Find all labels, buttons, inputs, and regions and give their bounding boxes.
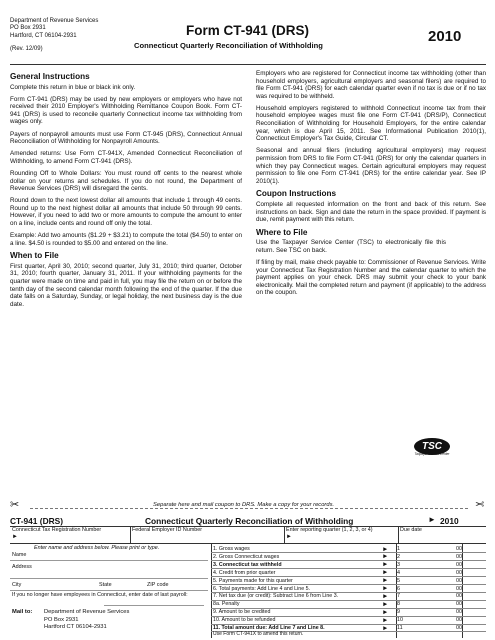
line-number: 5 — [397, 577, 400, 584]
field-separator — [284, 526, 285, 543]
coupon-form-label: CT-941 (DRS) — [10, 516, 64, 526]
agency-address — [10, 18, 98, 53]
arrow-icon: ► — [382, 624, 389, 632]
line-amount-field[interactable]: 00 — [456, 553, 462, 560]
mail-to-line: Hartford CT 06104-2931 — [44, 624, 107, 630]
line-item-label: 1. Gross wages — [213, 546, 250, 552]
line-amount-field[interactable]: 00 — [456, 585, 462, 592]
line-item-label: 5. Payments made for this quarter — [213, 577, 293, 584]
line-item-label: 7. Net tax due (or credit): Subtract Line 6 from Line 3. — [213, 593, 339, 600]
due-date-label: Due date — [400, 527, 422, 533]
tsc-logo-caption: Taxpayer Service Center — [414, 452, 450, 456]
instruction-paragraph: Example: Add two amounts ($1.29 + $3.21) to compute the total ($4.50) to enter on a line. $4.50 is rounded to $5.00 and entered on the line. — [10, 232, 242, 247]
tax-year: 2010 — [428, 28, 462, 45]
line-amount-field[interactable]: 00 — [456, 609, 462, 616]
instruction-paragraph: Form CT-941 (DRS) may be used by new employers or employers who have not received their 2010 Employer's Withholding Remittance Coupon Book. Form CT-941 (DRS) is used to reconcile quarterly Connecticut income tax withholding from wages only. — [10, 95, 242, 126]
fein-label: Federal Employer ID Number — [132, 527, 203, 533]
line-amount-field[interactable]: 00 — [456, 546, 462, 552]
instruction-paragraph: Rounding Off to Whole Dollars: You must round off cents to the nearest whole dollar on your returns and schedules. If you do not round, the Department of Revenue Services (DRS) will disregard the cents. — [10, 169, 242, 193]
agency-line: Department of Revenue Services — [10, 18, 99, 24]
tsc-logo: TSC — [414, 438, 450, 455]
form-subtitle: Connecticut Quarterly Reconciliation of Withholding — [134, 41, 323, 50]
field-underline — [10, 560, 208, 561]
registration-number-field[interactable] — [20, 533, 128, 541]
arrow-icon: ► — [382, 608, 389, 616]
name-label: Name — [12, 552, 27, 558]
registration-number-label: Connecticut Tax Registration Number — [12, 527, 102, 533]
arrow-icon: ► — [382, 545, 389, 553]
coupon-divider — [10, 543, 486, 544]
instruction-paragraph: Round down to the next lowest dollar all amounts that include 1 through 49 cents. Round up to the next highest dollar all amounts that include 50 through 99 cents. However, if you need to add two or more amounts to compute the amount to enter on a line, include cents and round off only the total. — [10, 197, 242, 227]
line-amount-field[interactable]: 00 — [456, 569, 462, 576]
instruction-paragraph: Payers of nonpayroll amounts must use Form CT-945 (DRS), Connecticut Annual Reconciliation of Withholding for Nonpayroll Amounts. — [10, 130, 242, 146]
line-item-label: 9. Amount to be credited — [213, 609, 271, 616]
form-title: Form CT-941 (DRS) — [186, 23, 310, 38]
reporting-quarter-field[interactable] — [294, 533, 396, 541]
reporting-quarter-label: Enter reporting quarter (1, 2, 3, or 4) — [286, 527, 373, 533]
line-amount-field[interactable]: 00 — [456, 617, 462, 624]
line-item-label: 11. Total amount due: Add Line 7 and Line 8. — [213, 625, 325, 631]
instruction-paragraph: Amended returns: Use Form CT-941X, Amended Connecticut Reconciliation of Withholding, to amend Form CT-941 (DRS). — [10, 150, 242, 165]
coupon-year: 2010 — [440, 516, 459, 526]
line-amount-field[interactable]: 00 — [456, 561, 462, 568]
mail-to-address — [44, 609, 129, 632]
scissors-icon: ✂ — [10, 499, 20, 511]
agency-line: PO Box 2931 — [10, 25, 46, 32]
field-separator — [398, 526, 399, 543]
line-item-label: 3. Connecticut tax withheld — [213, 561, 282, 568]
line-number: 10 — [397, 617, 403, 624]
arrow-icon: ► — [382, 561, 389, 569]
line-number: 9 — [397, 609, 400, 616]
where-to-file-heading: Where to File — [256, 227, 308, 237]
agency-line: Hartford, CT 06104-2931 — [10, 32, 77, 39]
line-number: 8 — [397, 601, 400, 608]
no-employees-instruction: If you no longer have employees in Connecticut, enter date of last payroll: — [12, 592, 188, 598]
fein-field[interactable] — [132, 533, 282, 541]
line-number: 6 — [397, 585, 400, 592]
instruction-paragraph: Complete this return in blue or black ink only. — [10, 83, 136, 91]
instruction-paragraph: First quarter, April 30, 2010; second quarter, July 31, 2010; third quarter, October 31, 2010; fourth quarter, January 31, 2011. If your withholding payments for the quarter were made on time and paid in full, you may file the return on or before the tenth day of the second calendar month following the end of the quarter. If the due date falls on a Saturday, Sunday, or legal holiday, the next business day is the due date. — [10, 262, 242, 308]
field-underline — [10, 590, 208, 591]
line-item-label: 4. Credit from prior quarter — [213, 569, 276, 576]
line-number: 2 — [397, 553, 400, 560]
header-divider — [10, 64, 486, 65]
instruction-paragraph: Complete all requested information on the front and back of this return. See instructions on back. Sign and date the return in the space provided. If payment is due, remit payment with this return. — [256, 200, 486, 224]
line-number: 3 — [397, 561, 400, 568]
line-item-label: 8a. Penalty — [213, 601, 240, 608]
scissors-icon: ✂ — [475, 499, 485, 511]
line-amount-field[interactable]: 00 — [456, 601, 462, 608]
amend-note: Use Form CT-941X to amend this return. — [213, 631, 304, 637]
state-label: State — [99, 582, 112, 588]
field-separator — [130, 526, 131, 543]
line-amount-field[interactable]: 00 — [456, 593, 462, 600]
revision-date: (Rev. 12/09) — [10, 45, 43, 52]
city-field[interactable] — [30, 582, 90, 590]
line-item-label: 2. Gross Connecticut wages — [213, 553, 280, 560]
general-instructions-heading: General Instructions — [10, 72, 90, 81]
coupon-instructions-heading: Coupon Instructions — [256, 189, 337, 199]
arrow-icon: ► — [382, 577, 389, 585]
city-label: City — [12, 582, 22, 588]
cut-line — [30, 508, 468, 509]
right-instructions — [256, 70, 486, 301]
address-field[interactable] — [40, 564, 206, 572]
line-item-label: 6. Total payments: Add Line 4 and Line 5. — [213, 585, 311, 592]
line-amount-field[interactable]: 00 — [456, 625, 462, 631]
last-payroll-date-field[interactable] — [104, 605, 204, 606]
arrow-icon: ► — [382, 592, 389, 600]
line-number: 7 — [397, 593, 400, 600]
line-number: 1 — [397, 546, 400, 552]
arrow-icon: ► — [382, 616, 389, 624]
cut-instructions: Separate here and mail coupon to DRS. Make a copy for your records. — [150, 502, 337, 508]
instruction-paragraph: Use the Taxpayer Service Center (TSC) to electronically file this return. See TSC on back. — [256, 239, 446, 254]
mail-to-line: PO Box 2931 — [44, 616, 79, 623]
arrow-icon: ► — [382, 600, 389, 608]
name-address-instructions: Enter name and address below. Please print or type. — [34, 545, 160, 551]
address-label: Address — [12, 564, 32, 570]
arrow-icon: ► — [382, 585, 389, 592]
arrow-icon: ► — [286, 534, 292, 540]
name-field[interactable] — [40, 552, 206, 560]
instruction-paragraph: If filing by mail, make check payable to: Commissioner of Revenue Services. Write your Connecticut Tax Registration Number and the calendar quarter to which the payment applies on your check. DRS may submit your check to your bank electronically. Mail the completed return and payment (if applicable) to the address on the coupon. — [256, 258, 486, 297]
line-amount-field[interactable]: 00 — [456, 577, 462, 584]
mail-to-line: Department of Revenue Services — [44, 609, 130, 615]
left-instructions — [10, 68, 242, 313]
instruction-paragraph: Household employers registered to withhold Connecticut income tax from their household employee wages must file one Form CT-941 (DRS/P), Connecticut Reconciliation of Withholding for Household Employers, for the entire calendar year, which is due April 15, 2011. See Informational Publication 2010(1), Connecticut Employer's Tax Guide, Circular CT. — [256, 104, 486, 143]
arrow-icon: ► — [382, 553, 389, 561]
instruction-paragraph: Seasonal and annual filers (including agricultural employers) may request permission from DRS to file Form CT-941 (DRS) for only the calendar quarters in which they pay Connecticut wages. Certain agricultural employers may request permission to file one Form CT-941 (DRS) for the entire calendar year. See IP 2010(1). — [256, 147, 486, 185]
field-underline — [10, 578, 208, 579]
instruction-paragraph: Employers who are registered for Connecticut income tax withholding (other than household employers, agricultural employers and seasonal filers) are required to file Form CT-941 (DRS) for each calendar quarter even if no tax is due or if no tax was required to be withheld. — [256, 70, 486, 100]
when-to-file-heading: When to File — [10, 251, 59, 261]
arrow-icon: ► — [382, 569, 389, 577]
zip-label: ZIP code — [147, 582, 169, 588]
arrow-icon: ► — [12, 534, 18, 540]
arrow-icon: ► — [428, 515, 436, 524]
line-item-label: 10. Amount to be refunded — [213, 617, 276, 624]
coupon-title: Connecticut Quarterly Reconciliation of Withholding — [145, 516, 354, 526]
line-number: 4 — [397, 569, 400, 576]
line-number: 11 — [397, 625, 403, 631]
mail-to-label: Mail to: — [12, 609, 33, 615]
